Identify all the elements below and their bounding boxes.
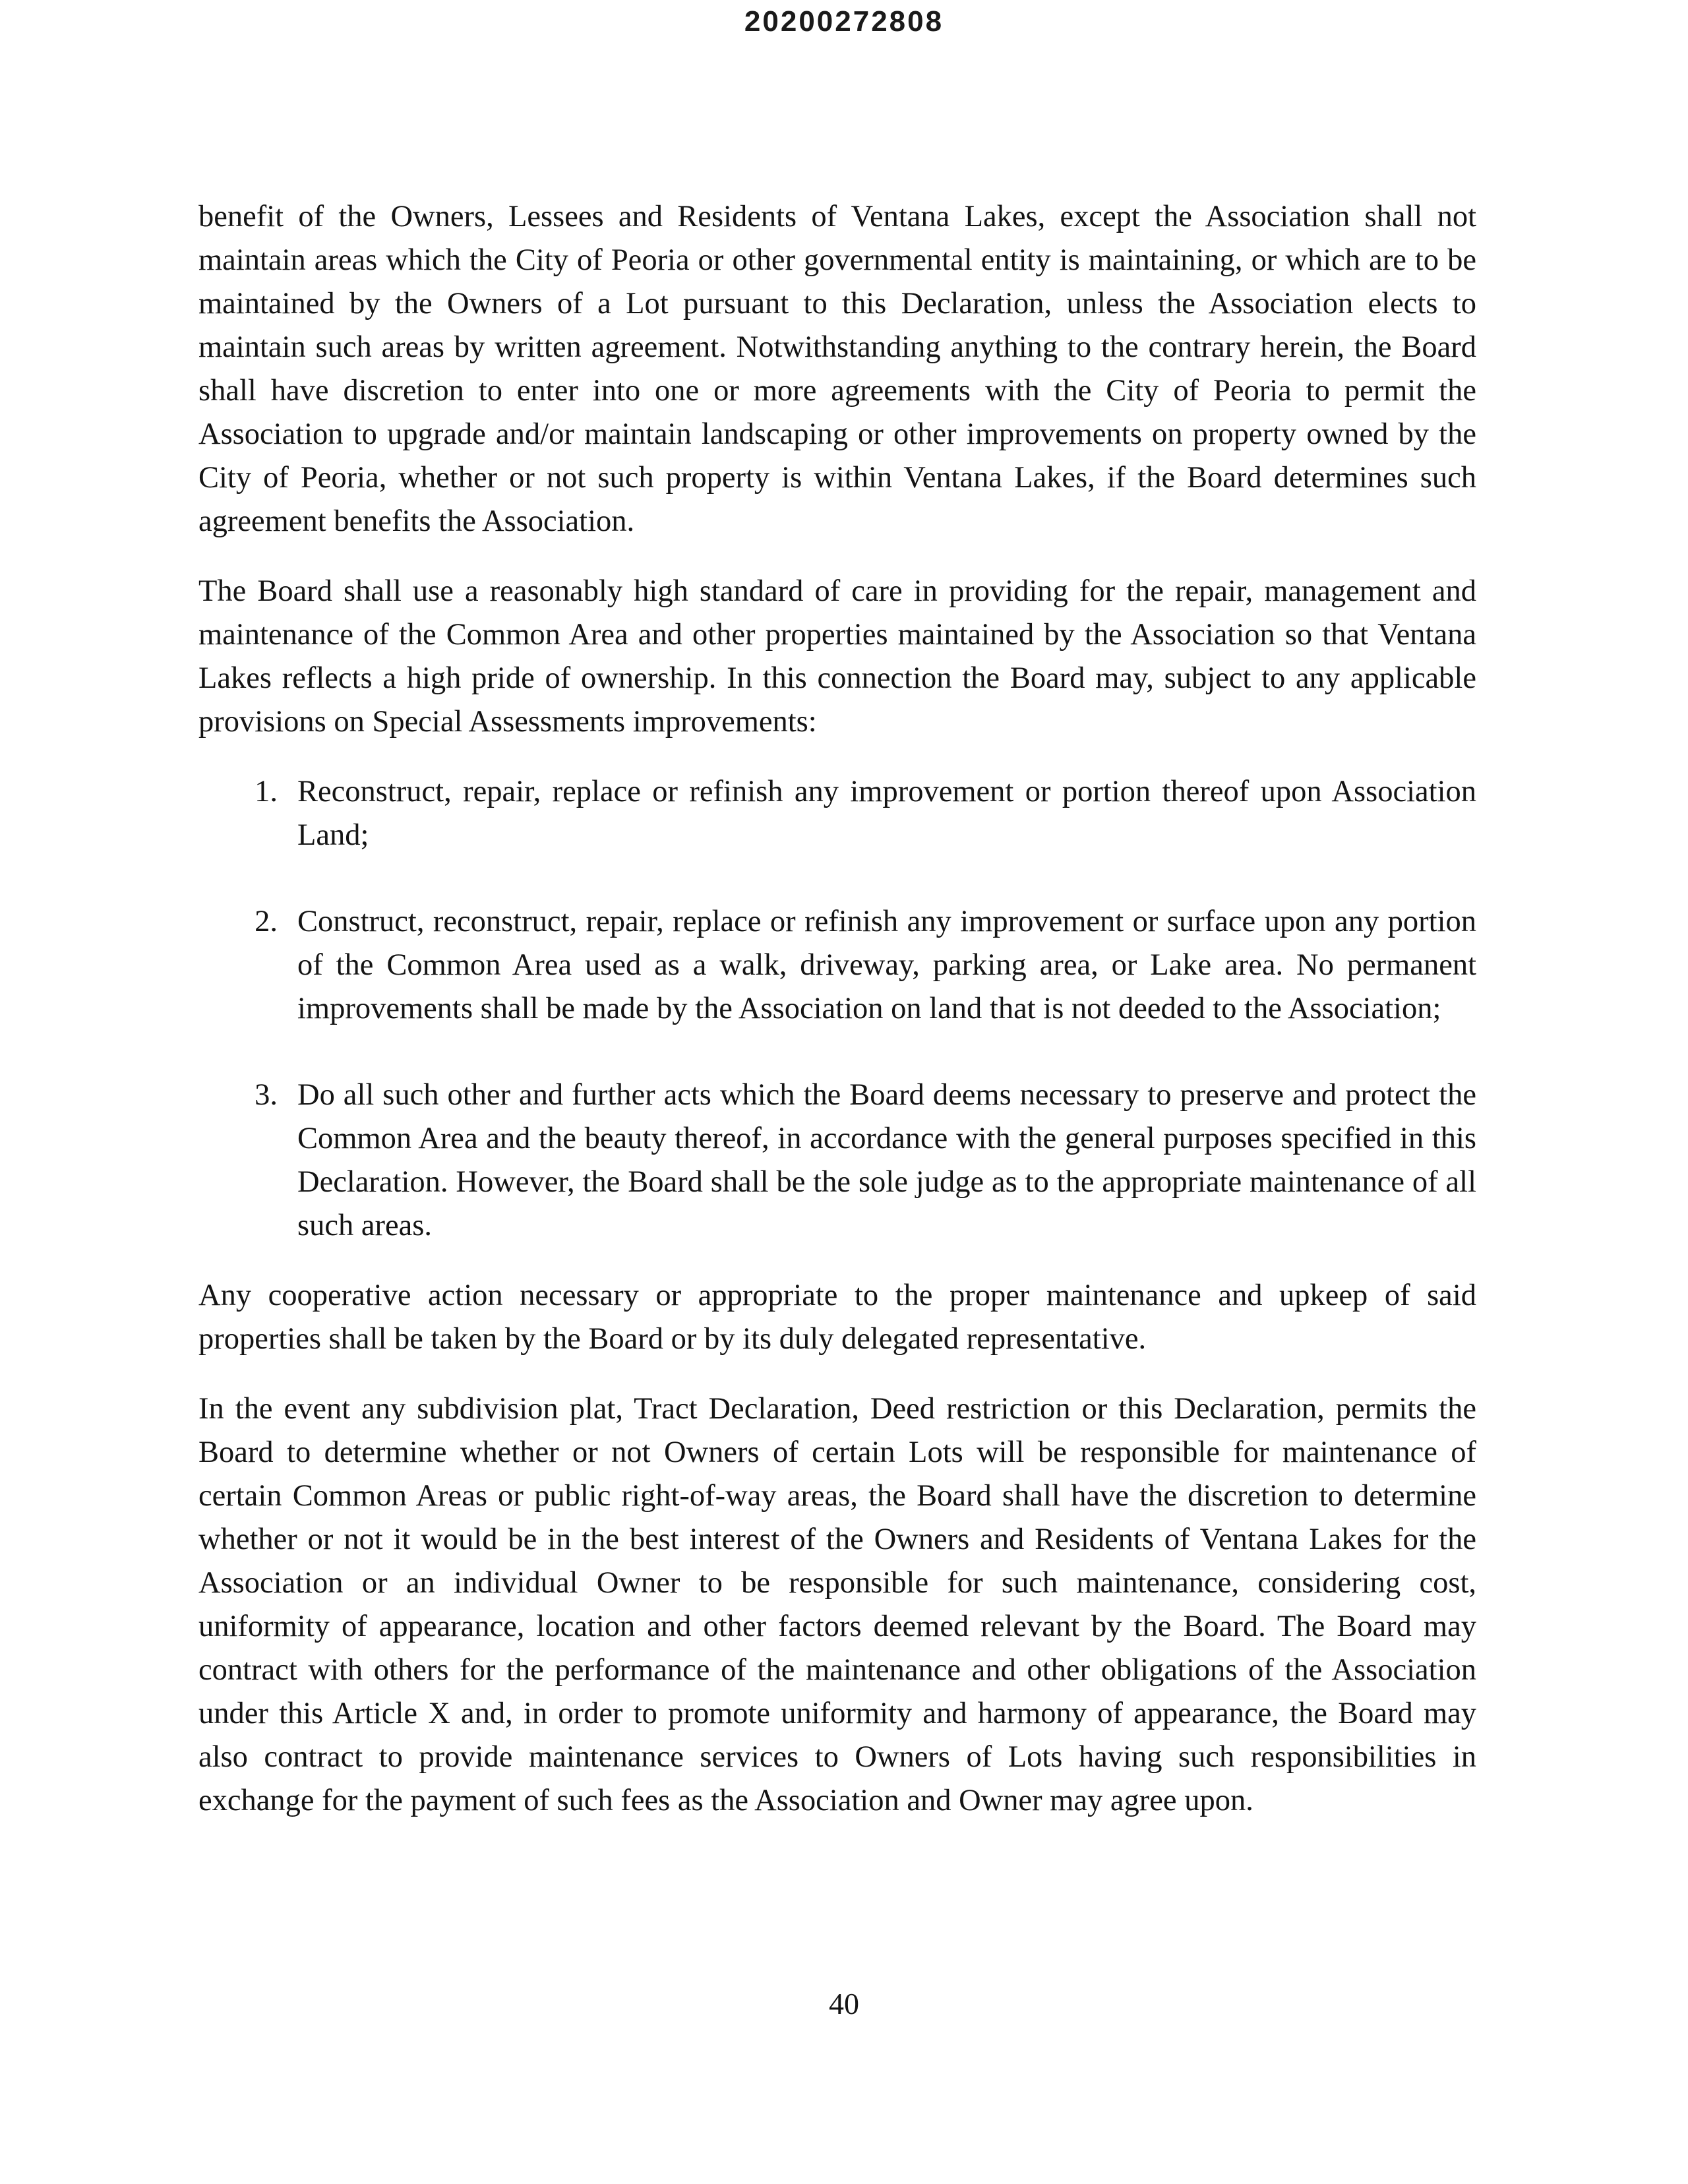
- paragraph-owner-maintenance-discretion: In the event any subdivision plat, Tract Declaration, Deed restriction or this Declaration, permits the Board to determine whether or not Owners of certain Lots will be responsible for maintenance of certain Common Areas or public right-of-way areas, the Board shall have the discretion to determine whether or not it would be in the best interest of the Owners and Residents of Ventana Lakes for the Association or an individual Owner to be responsible for such maintenance, considering cost, uniformity of appearance, location and other factors deemed relevant by the Board. The Board may contract with others for the performance of the maintenance and other obligations of the Association under this Article X and, in order to promote uniformity and harmony of appearance, the Board may also contract to provide maintenance services to Owners of Lots having such responsibilities in exchange for the payment of such fees as the Association and Owner may agree upon.: [198, 1392, 1476, 1817]
- board-powers-list: [198, 770, 1476, 1248]
- list-item-number: 1.: [255, 775, 278, 808]
- paragraph-association-maintenance-scope: benefit of the Owners, Lessees and Residents of Ventana Lakes, except the Association shall not maintain areas which the City of Peoria or other governmental entity is maintaining, or which are to be maintained by the Owners of a Lot pursuant to this Declaration, unless the Association elects to maintain such areas by written agreement. Notwithstanding anything to the contrary herein, the Board shall have discretion to enter into one or more agreements with the City of Peoria to permit the Association to upgrade and/or maintain landscaping or other improvements on property owned by the City of Peoria, whether or not such property is within Ventana Lakes, if the Board determines such agreement benefits the Association.: [198, 200, 1476, 538]
- recording-number: 20200272808: [744, 5, 944, 38]
- list-item-text: Do all such other and further acts which the Board deems necessary to preserve and protect the Common Area and the beauty thereof, in accordance with the general purposes specified in this Declaration. However, the Board shall be the sole judge as to the appropriate maintenance of all such areas.: [297, 1078, 1476, 1242]
- paragraph-cooperative-action: Any cooperative action necessary or appropriate to the proper maintenance and upkeep of said properties shall be taken by the Board or by its duly delegated representative.: [198, 1279, 1476, 1356]
- list-item: [198, 1074, 1476, 1248]
- list-item-number: 3.: [255, 1078, 278, 1112]
- paragraph-standard-of-care: The Board shall use a reasonably high standard of care in providing for the repair, management and maintenance of the Common Area and other properties maintained by the Association so that Ventana Lakes reflects a high pride of ownership. In this connection the Board may, subject to any applicable provisions on Special Assessments improvements:: [198, 574, 1476, 739]
- list-item-text: Reconstruct, repair, replace or refinish any improvement or portion thereof upon Association Land;: [297, 775, 1476, 852]
- list-item-number: 2.: [255, 905, 278, 938]
- list-item: [198, 900, 1476, 1031]
- page-number: 40: [829, 1987, 859, 2020]
- document-body: [198, 195, 1476, 1823]
- list-item: [198, 770, 1476, 857]
- list-item-text: Construct, reconstruct, repair, replace or refinish any improvement or surface upon any portion of the Common Area used as a walk, driveway, parking area, or Lake area. No permanent improvements shall be made by the Association on land that is not deeded to the Association;: [297, 905, 1476, 1025]
